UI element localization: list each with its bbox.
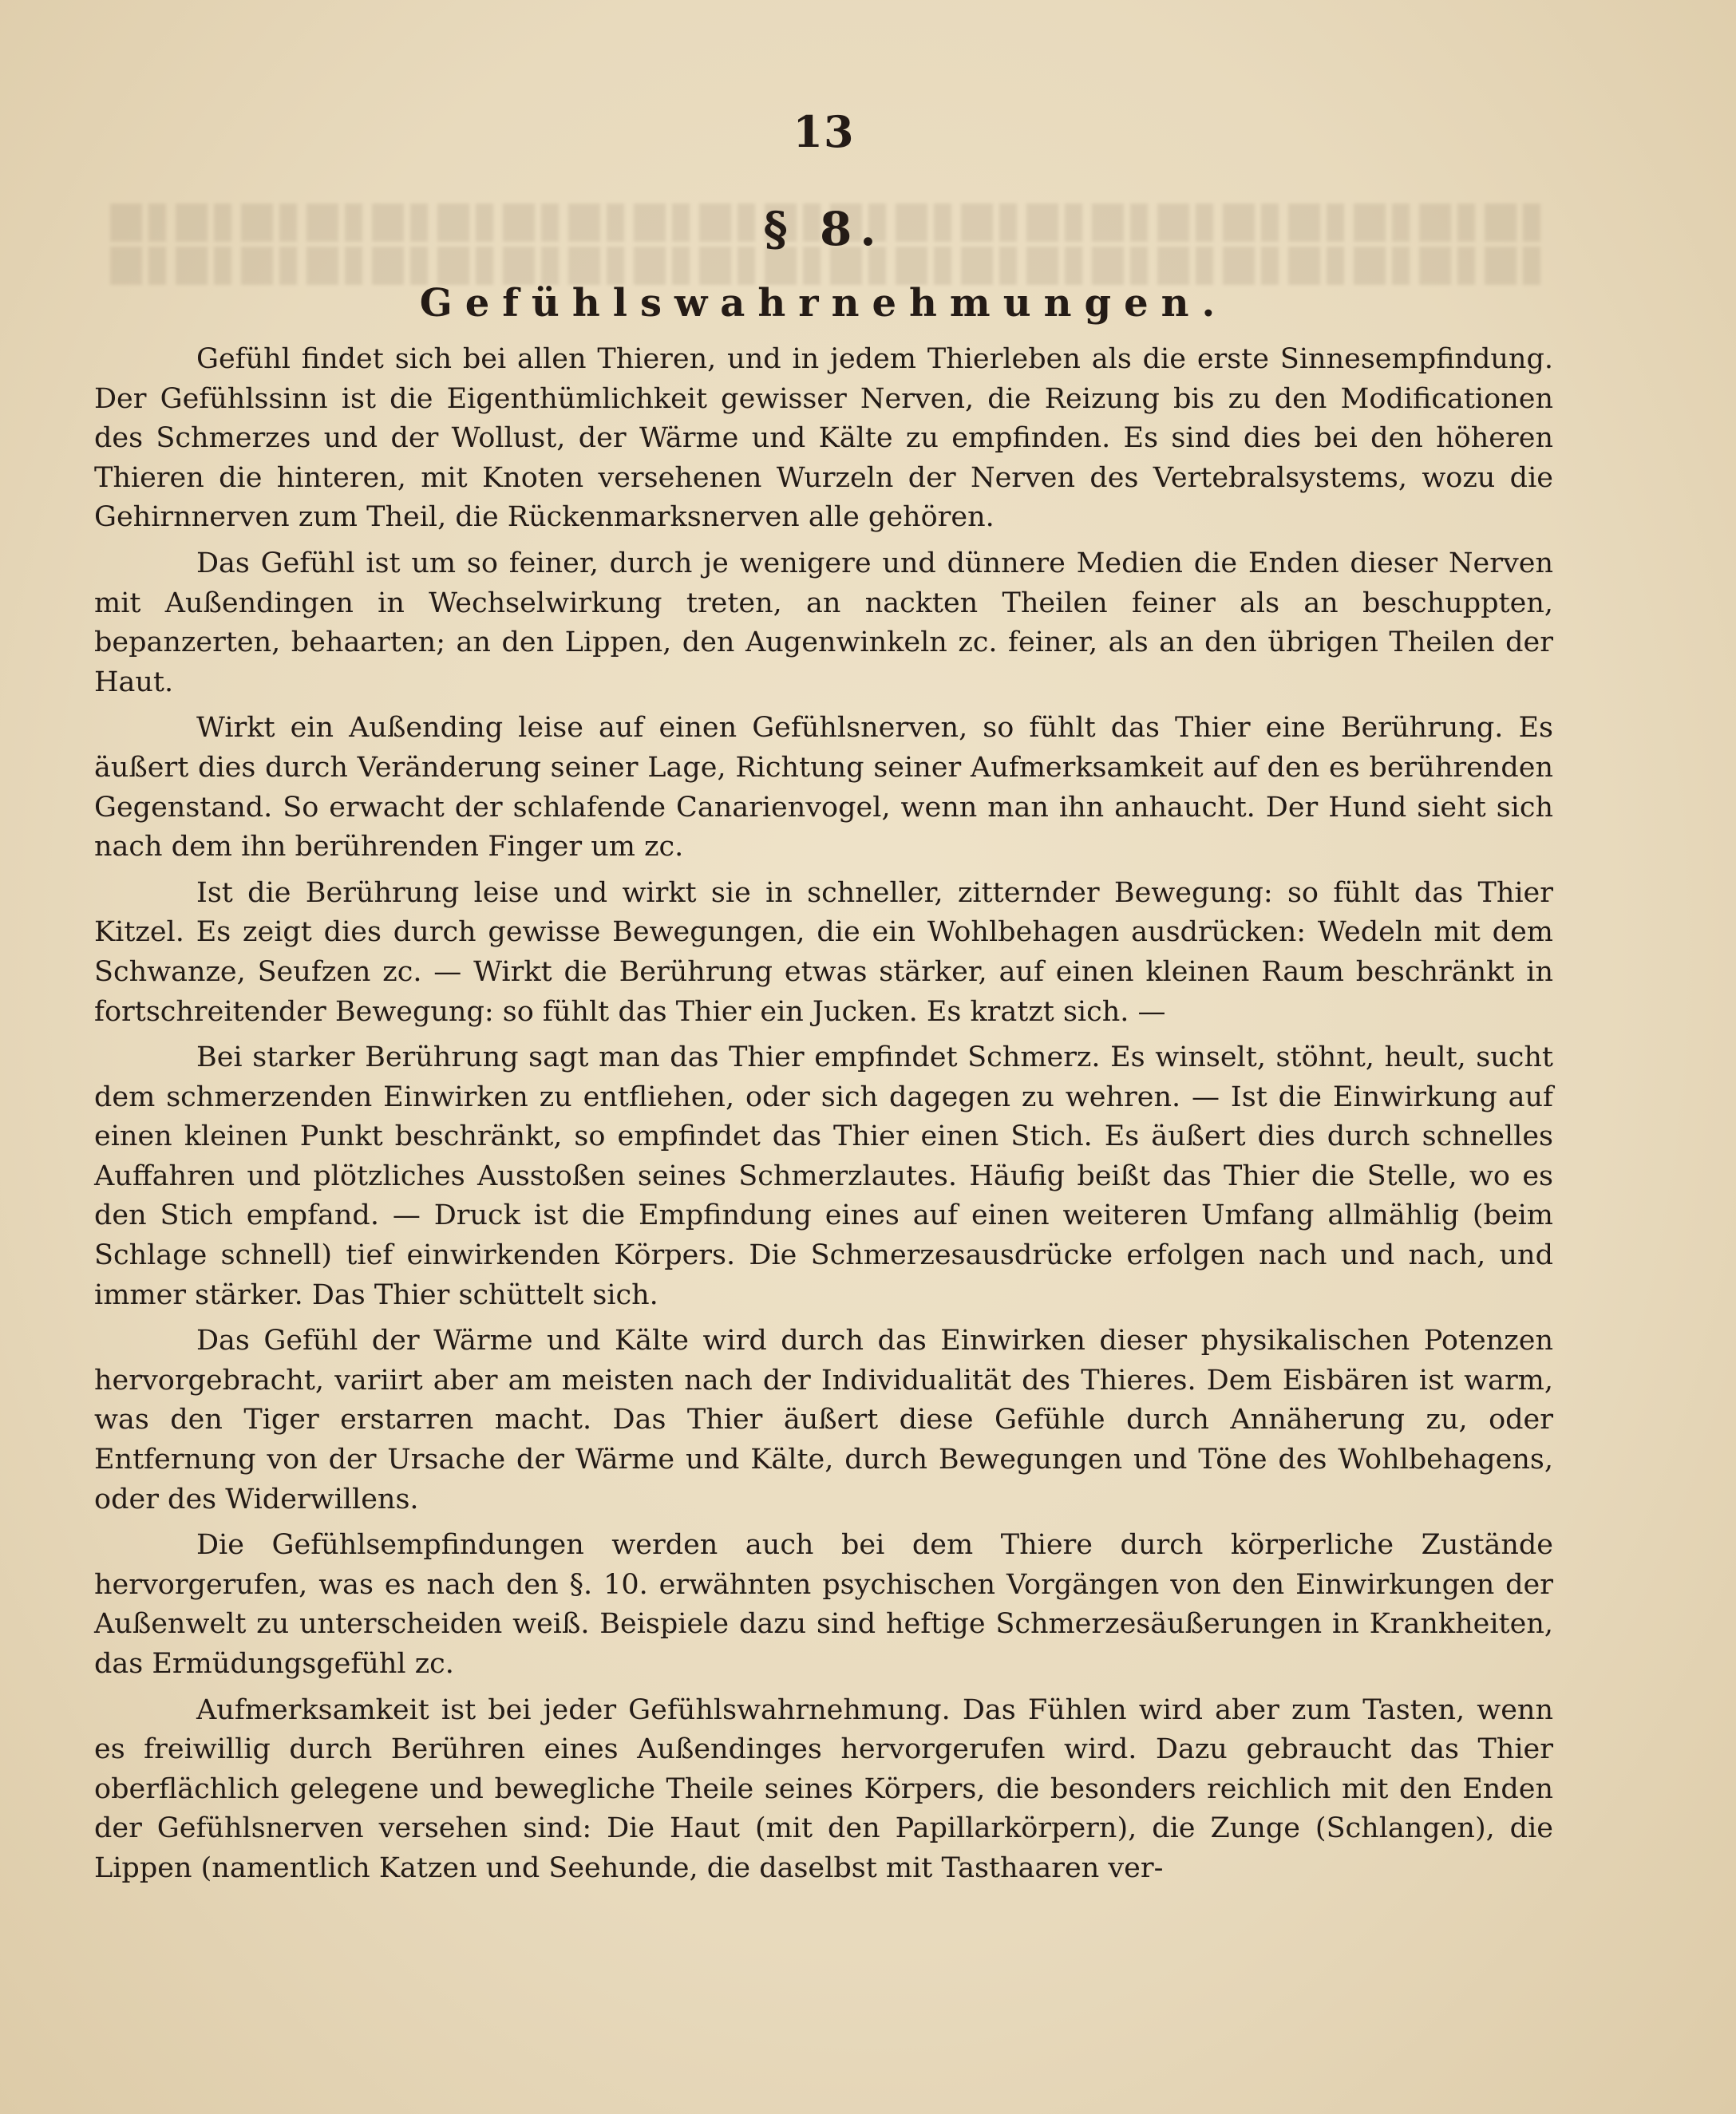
section-title: Gefühlswahrnehmungen. [419, 281, 1228, 326]
paragraph-5: Bei starker Berührung sagt man das Thier empfindet Schmerz. Es winselt, stöhnt, heult, sucht dem schmerzenden Einwirken zu entfliehen, oder sich dagegen zu wehren. — Ist die Einwirkung auf einen kleinen Punkt beschränkt, so empfindet das Thier einen Stich. Es äußert dies durch schnelles Auffahren und plötzliches Ausstoßen seines Schmerzlautes. Häufig beißt das Thier die Stelle, wo es den Stich empfand. — Druck ist die Empfindung eines auf einen weiteren Umfang allmählig (beim Schlage schnell) tief einwirkenden Körpers. Die Schmerzesausdrücke erfolgen nach und nach, und immer stärker. Das Thier schüttelt sich. [94, 1041, 1553, 1311]
paragraph-4: Ist die Berührung leise und wirkt sie in schneller, zitternder Bewegung: so fühlt das Thier Kitzel. Es zeigt dies durch gewisse Bewegungen, die ein Wohlbehagen ausdrücken: Wedeln mit dem Schwanze, Seufzen zc. — Wirkt die Berührung etwas stärker, auf einen kleinen Raum beschränkt in fortschreitender Bewegung: so fühlt das Thier ein Jucken. Es kratzt sich. — [94, 876, 1553, 1028]
paragraph-2: Das Gefühl ist um so feiner, durch je wenigere und dünnere Medien die Enden dieser Nerven mit Außendingen in Wechselwirkung treten, an nackten Theilen feiner als an beschuppten, bepanzerten, behaarten; an den Lippen, den Augenwinkeln zc. feiner, als an den übrigen Theilen der Haut. [94, 547, 1553, 698]
paragraph-6: Das Gefühl der Wärme und Kälte wird durch das Einwirken dieser physikalischen Potenzen hervorgebracht, variirt aber am meisten nach der Individualität des Thieres. Dem Eisbären ist warm, was den Tiger erstarren macht. Das Thier äußert diese Gefühle durch Annäherung zu, oder Entfernung von der Ursache der Wärme und Kälte, durch Bewegungen und Töne des Wohlbehagens, oder des Widerwillens. [94, 1325, 1553, 1515]
paragraph-7: Die Gefühlsempfindungen werden auch bei dem Thiere durch körperliche Zustände hervorgerufen, was es nach den §. 10. erwähnten psychischen Vorgängen von den Einwirkungen der Außenwelt zu unterscheiden weiß. Beispiele dazu sind heftige Schmerzesäußerungen in Krankheiten, das Ermüdungsgefühl zc. [94, 1529, 1553, 1680]
section-number: § 8. [763, 202, 884, 256]
body-text [94, 340, 1553, 1889]
page-number: 13 [793, 106, 855, 157]
page-text-block [94, 104, 1553, 1889]
paragraph-3: Wirkt ein Außending leise auf einen Gefühlsnerven, so fühlt das Thier eine Berührung. Es äußert dies durch Veränderung seiner Lage, Richtung seiner Aufmerksamkeit auf den es berührenden Gegenstand. So erwacht der schlafende Canarienvogel, wenn man ihn anhaucht. Der Hund sieht sich nach dem ihn berührenden Finger um zc. [94, 712, 1553, 863]
paragraph-1: Gefühl findet sich bei allen Thieren, und in jedem Thierleben als die erste Sinnesempfindung. Der Gefühlssinn ist die Eigenthümlichkeit gewisser Nerven, die Reizung bis zu den Modificationen des Schmerzes und der Wollust, der Wärme und Kälte zu empfinden. Es sind dies bei den höheren Thieren die hinteren, mit Knoten versehenen Wurzeln der Nerven des Vertebralsystems, wozu die Gehirnnerven zum Theil, die Rückenmarksnerven alle gehören. [94, 343, 1553, 534]
paragraph-8: Aufmerksamkeit ist bei jeder Gefühlswahrnehmung. Das Fühlen wird aber zum Tasten, wenn es freiwillig durch Berühren eines Außendinges hervorgerufen wird. Dazu gebraucht das Thier oberflächlich gelegene und bewegliche Theile seines Körpers, die besonders reichlich mit den Enden der Gefühlsnerven versehen sind: Die Haut (mit den Papillarkörpern), die Zunge (Schlangen), die Lippen (namentlich Katzen und Seehunde, die daselbst mit Tasthaaren ver- [94, 1693, 1553, 1884]
